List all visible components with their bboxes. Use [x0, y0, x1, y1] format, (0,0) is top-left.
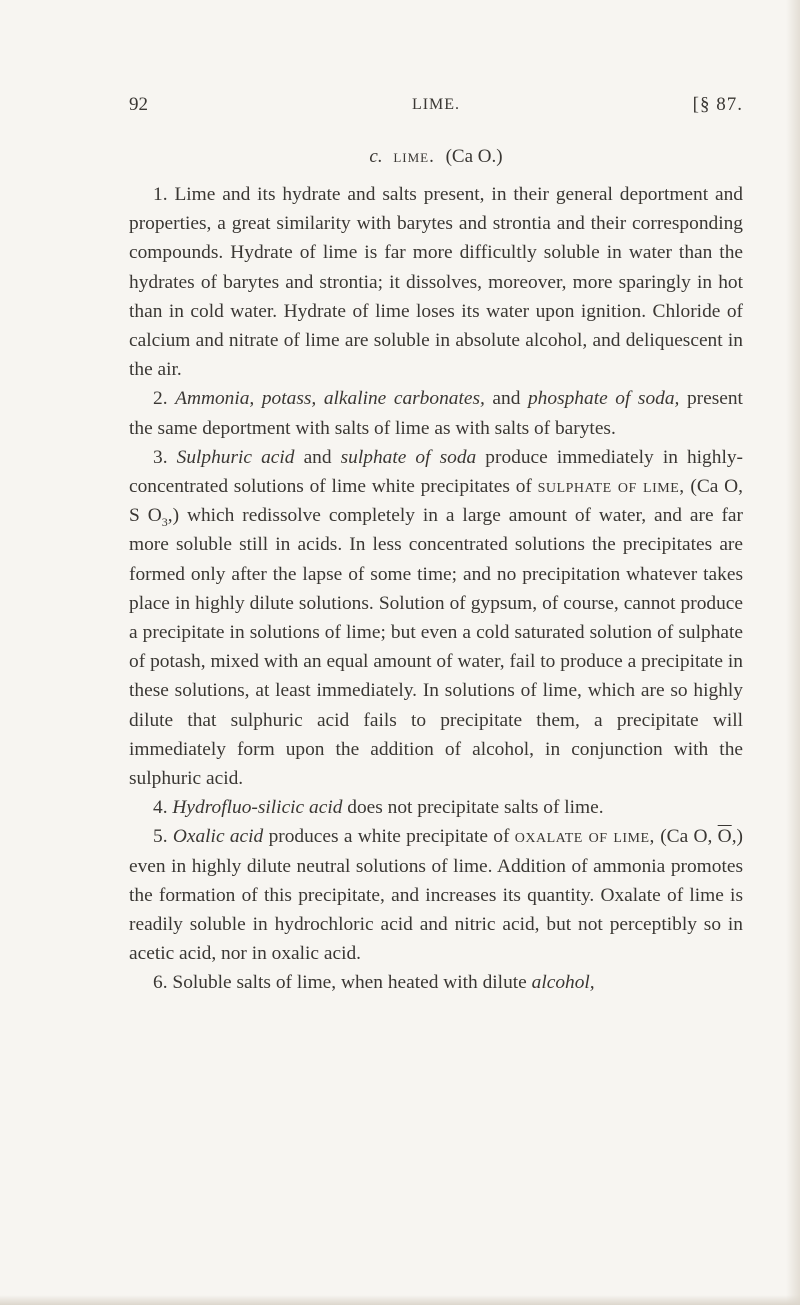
paragraph-2: [129, 384, 743, 442]
paragraph-text: does not precipitate salts of lime.: [347, 797, 604, 819]
paragraph-text: present the same deportment with salts of lime as with salts of barytes.: [129, 388, 743, 439]
paragraph-1: [129, 180, 743, 384]
paragraph-number: 5.: [153, 826, 168, 848]
chemical-formula: [660, 826, 743, 847]
paragraph-5: [129, 822, 743, 968]
reagent-name: Hydrofluo-silicic acid: [172, 797, 343, 819]
body-text: [129, 180, 743, 998]
paragraph-text: Lime and its hydrate and salts present, in their general deportment and properties, a great similarity with barytes and strontia and their corresponding compounds. Hydrate of lime is far more difficultly soluble in water than the hydrates of barytes and strontia; it dissolves, moreover, more sparingly in hot than in cold water. Hydrate of lime loses its water upon ignition. Chloride of calcium and nitrate of lime are soluble in absolute alcohol, and deliquescent in the air.: [129, 184, 743, 381]
running-title: LIME.: [411, 96, 461, 113]
paragraph-4: [129, 793, 743, 822]
page-bottom-shadow: [0, 1295, 800, 1305]
precipitate-name: sulphate of lime,: [537, 476, 685, 498]
paragraph-6: [129, 968, 743, 997]
section-letter: c.: [369, 146, 383, 167]
paragraph-number: 6.: [153, 972, 168, 994]
page-edge-shadow: [786, 0, 800, 1305]
paragraph-number: 4.: [153, 797, 168, 819]
section-heading: [129, 146, 743, 168]
reagent-name: Sulphuric acid: [176, 446, 295, 468]
paragraph-number: 1.: [153, 184, 168, 205]
formula-subscript: 3: [161, 515, 168, 530]
reagent-name: alcohol,: [531, 972, 595, 994]
paragraph-text: Soluble salts of lime, when heated with dilute: [172, 972, 527, 994]
formula-part: (Ca O,: [660, 826, 713, 848]
formula-oxalate-symbol: $\overline{O}$: [717, 826, 732, 848]
paragraph-text: which redissolve completely in a large amount of water, and are far more soluble still in acids. In less concentrated solutions the precipitates are formed only after the lapse of some time; and no precipitation whatever takes place in highly dilute solutions. Solution of gypsum, of course, cannot produce a precipitate in solutions of lime; but even a cold saturated solution of sulphate of potash, mixed with an equal amount of water, fail to produce a precipitate in these solutions, at least immediately. In solutions of lime, which are so highly dilute that sulphuric acid fails to precipitate them, a precipitate will immediately form upon the addition of alcohol, in conjunction with the sulphuric acid.: [129, 505, 744, 790]
reagent-name: phosphate of soda,: [527, 388, 680, 410]
paragraph-3: [129, 443, 743, 793]
paragraph-number: 3.: [153, 446, 168, 468]
paragraph-text: produce immediately in highly-concentrated solutions of lime white precipitates of: [129, 446, 743, 498]
paragraph-text: even in highly dilute neutral solutions of lime. Addition of ammonia promotes the formation of this precipitate, and increases its quantity. Oxalate of lime is readily soluble in hydrochloric acid and nitric acid, but not perceptibly so in acetic acid, nor in oxalic acid.: [129, 855, 743, 965]
reagent-name: Oxalic acid: [172, 826, 264, 848]
reagent-name: sulphate of soda: [340, 446, 477, 468]
conjunction: and: [303, 446, 332, 468]
section-marker: [§ 87.: [692, 94, 743, 115]
section-title: lime.: [393, 146, 435, 167]
formula-part: ,): [731, 826, 743, 848]
conjunction: and: [492, 388, 521, 410]
paragraph-number: 2.: [153, 388, 168, 410]
reagent-names: Ammonia, potass, alkaline carbonates,: [175, 388, 485, 410]
paragraph-text: produces a white precipitate of: [268, 826, 510, 848]
formula-part: (Ca O, S O: [129, 476, 743, 527]
page-number: 92: [129, 94, 148, 115]
section-formula: (Ca O.): [445, 146, 503, 167]
running-header: [129, 94, 743, 124]
precipitate-name: oxalate of lime,: [514, 826, 655, 848]
formula-part: ,): [167, 505, 180, 527]
